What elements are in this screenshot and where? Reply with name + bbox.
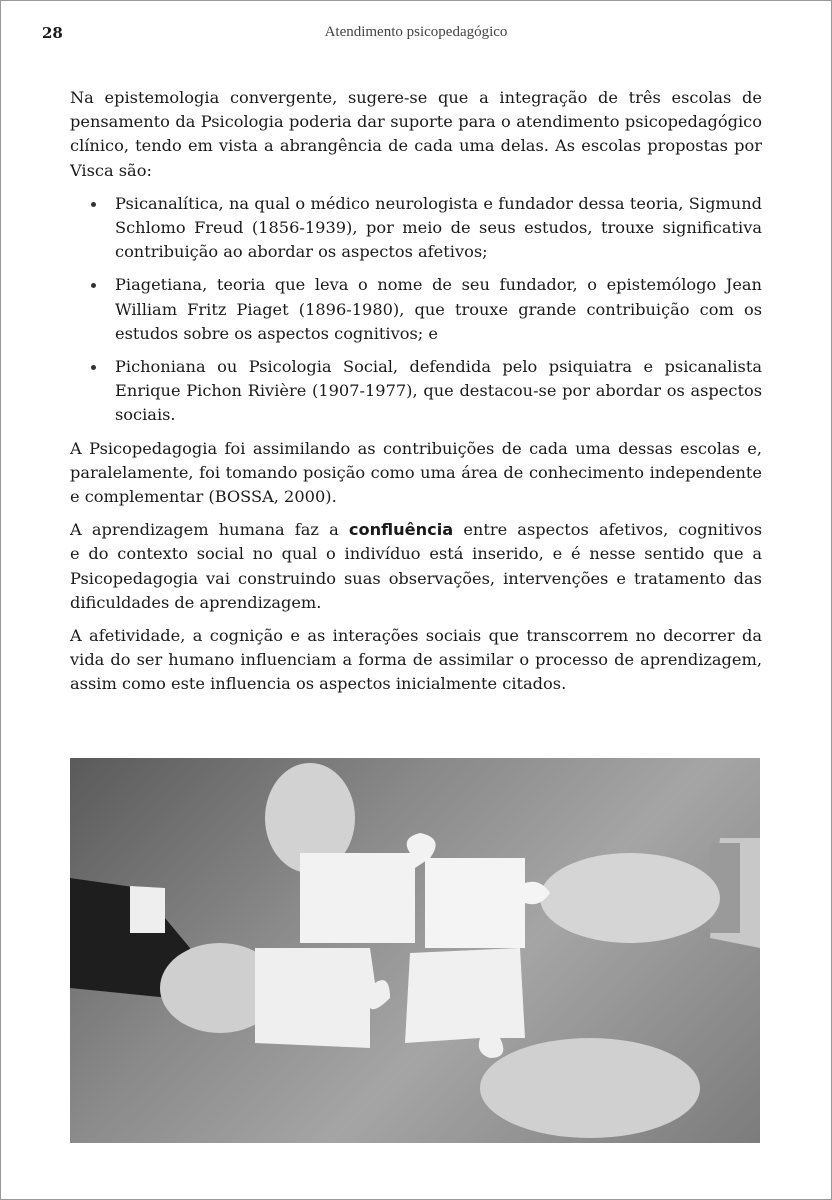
bullet-item-pichoniana	[70, 355, 762, 428]
running-title: Atendimento psicopedagógico	[324, 24, 508, 40]
page-number: 28	[42, 24, 63, 42]
text-line: e complementar (BOSSA, 2000).	[70, 487, 337, 507]
bullet-item-psicanalitica	[70, 192, 762, 265]
puzzle-illustration	[70, 758, 760, 1143]
text-segment: A aprendizagem humana faz a	[70, 520, 349, 540]
text-line: Na epistemologia convergente, sugere-se que a integração de três escolas de	[70, 88, 762, 107]
text-line: dificuldades de aprendizagem.	[70, 592, 322, 612]
puzzle-hands-photo	[70, 758, 760, 1143]
text-line: A afetividade, a cognição e as interações sociais que transcorrem no decorrer da	[70, 626, 762, 646]
bullet-icon	[91, 283, 96, 288]
text-line: pensamento da Psicologia poderia dar suporte para o atendimento psicopedagógico	[70, 112, 762, 132]
paragraph-2	[70, 437, 762, 510]
text-line: assim como este influencia os aspectos inicialmente citados.	[70, 674, 567, 694]
text-line: A Psicopedagogia foi assimilando as contribuições de cada uma dessas escolas e,	[70, 438, 762, 458]
text-line: Psicopedagogia vai construindo suas observações, intervenções e tratamento das	[70, 568, 762, 588]
text-line: Visca são:	[70, 160, 152, 180]
text-line: estudos sobre os aspectos cognitivos; e	[115, 323, 438, 343]
page-body	[70, 86, 762, 706]
paragraph-3	[70, 518, 762, 615]
text-line: William Fritz Piaget (1896-1980), que trouxe grande contribuição com os	[115, 299, 762, 319]
text-line: sociais.	[115, 405, 176, 425]
text-line: e do contexto social no qual o indivíduo está inserido, e é nesse sentido que a	[70, 544, 762, 564]
bold-term: confluência	[348, 520, 454, 540]
bullet-icon	[91, 202, 96, 207]
text-line	[70, 518, 762, 542]
paragraph-1	[70, 86, 762, 183]
text-line: Piagetiana, teoria que leva o nome de seu fundador, o epistemólogo Jean	[115, 275, 762, 295]
text-line: clínico, tendo em vista a abrangência de cada uma delas. As escolas propostas por	[70, 136, 762, 156]
paragraph-4	[70, 624, 762, 697]
text-line: paralelamente, foi tomando posição como uma área de conhecimento independente	[70, 462, 762, 482]
text-segment: entre aspectos afetivos, cognitivos	[453, 520, 763, 540]
bullet-item-piagetiana	[70, 273, 762, 346]
text-line: Psicanalítica, na qual o médico neurologista e fundador dessa teoria, Sigmund	[115, 193, 762, 213]
text-line: vida do ser humano influenciam a forma de assimilar o processo de aprendizagem,	[70, 650, 762, 670]
text-line: Enrique Pichon Rivière (1907-1977), que destacou-se por abordar os aspectos	[115, 381, 762, 401]
text-line: Pichoniana ou Psicologia Social, defendida pelo psiquiatra e psicanalista	[115, 357, 762, 377]
text-line: contribuição ao abordar os aspectos afetivos;	[115, 242, 488, 262]
text-line: Schlomo Freud (1856-1939), por meio de seus estudos, trouxe significativa	[115, 218, 762, 238]
bullet-icon	[91, 365, 96, 370]
